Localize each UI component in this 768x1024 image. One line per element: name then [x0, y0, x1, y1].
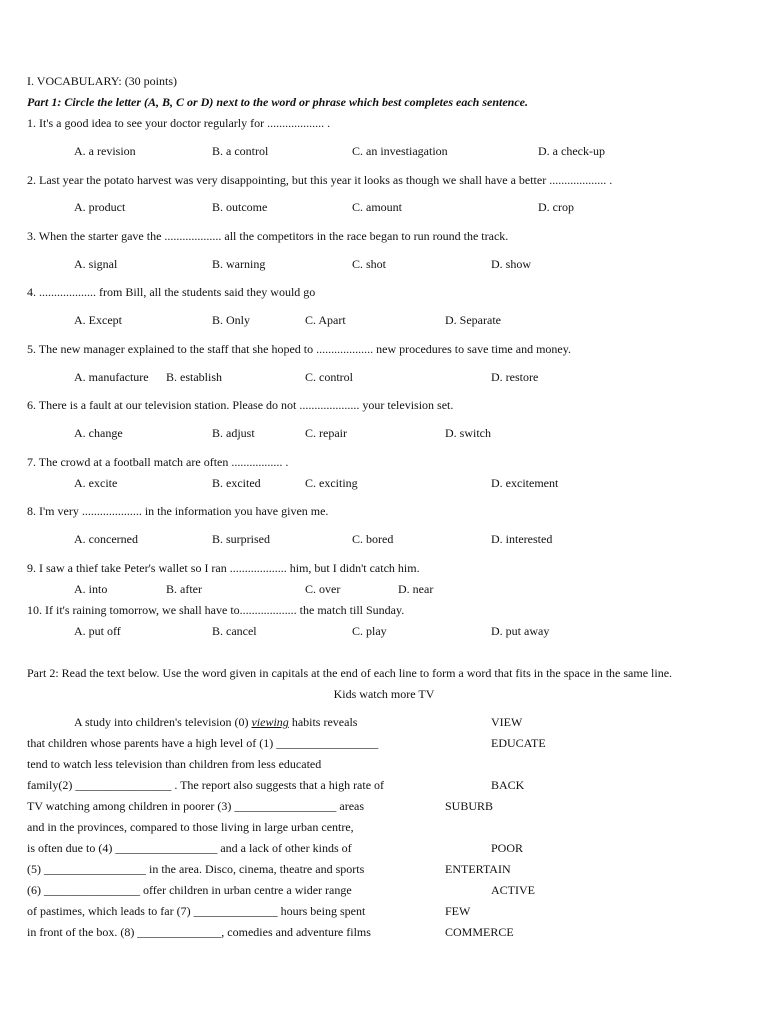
question-3-option-d[interactable]: D. show — [491, 257, 532, 271]
question-3-text: 3. When the starter gave the ................... all the competitors in the race began to run round the track. — [27, 229, 509, 243]
question-4-option-c[interactable]: C. Apart — [305, 313, 346, 327]
question-8-option-b[interactable]: B. surprised — [212, 532, 270, 546]
question-9-option-c[interactable]: C. over — [305, 582, 341, 596]
question-3-option-c[interactable]: C. shot — [352, 257, 387, 271]
passage-line-9: of pastimes, which leads to far (7) ______________ hours being spent — [27, 904, 366, 918]
passage-line-10: in front of the box. (8) ______________, comedies and adventure films — [27, 925, 371, 939]
question-8-option-a[interactable]: A. concerned — [74, 532, 138, 546]
part1-instruction: Part 1: Circle the letter (A, B, C or D) next to the word or phrase which best completes each sentence. — [27, 95, 528, 109]
passage-line-1: that children whose parents have a high level of (1) _________________ — [27, 736, 379, 750]
question-9-option-a[interactable]: A. into — [74, 582, 108, 596]
passage-line-3: family(2) ________________ . The report also suggests that a high rate of — [27, 778, 385, 792]
question-3-option-a[interactable]: A. signal — [74, 257, 118, 271]
passage-key-word-1: EDUCATE — [491, 736, 546, 750]
question-7-option-c[interactable]: C. exciting — [305, 476, 358, 490]
passage-line-5: and in the provinces, compared to those living in large urban centre, — [27, 820, 354, 834]
question-4-option-a[interactable]: A. Except — [74, 313, 122, 327]
passage-line-7: (5) _________________ in the area. Disco, cinema, theatre and sports — [27, 862, 365, 876]
question-10-option-c[interactable]: C. play — [352, 624, 387, 638]
question-8-option-c[interactable]: C. bored — [352, 532, 394, 546]
question-2-option-c[interactable]: C. amount — [352, 200, 402, 214]
question-7-option-d[interactable]: D. excitement — [491, 476, 559, 490]
question-1-option-d[interactable]: D. a check-up — [538, 144, 605, 158]
question-10-option-a[interactable]: A. put off — [74, 624, 121, 638]
question-8-option-d[interactable]: D. interested — [491, 532, 553, 546]
passage-key-word-0: VIEW — [491, 715, 523, 729]
passage-key-word-3: BACK — [491, 778, 525, 792]
question-6-option-b[interactable]: B. adjust — [212, 426, 255, 440]
question-10-text: 10. If it's raining tomorrow, we shall have to................... the match till Sunday. — [27, 603, 405, 617]
question-1-text: 1. It's a good idea to see your doctor regularly for ................... . — [27, 116, 331, 130]
question-5-text: 5. The new manager explained to the staff that she hoped to ................... new procedures to save time and money. — [27, 342, 571, 356]
question-8-text: 8. I'm very .................... in the information you have given me. — [27, 504, 329, 518]
question-2-option-d[interactable]: D. crop — [538, 200, 574, 214]
section-title: I. VOCABULARY: (30 points) — [27, 74, 178, 88]
question-2-text: 2. Last year the potato harvest was very disappointing, but this year it looks as though we shall have a better ................... . — [27, 173, 613, 187]
question-1-option-c[interactable]: C. an investiagation — [352, 144, 448, 158]
passage-key-word-9: FEW — [445, 904, 471, 918]
question-5-option-d[interactable]: D. restore — [491, 370, 539, 384]
passage-line-4: TV watching among children in poorer (3) _________________ areas — [27, 799, 365, 813]
question-7-option-b[interactable]: B. excited — [212, 476, 261, 490]
part2-instruction: Part 2: Read the text below. Use the word given in capitals at the end of each line to form a word that fits in the space in the same line. — [27, 666, 673, 680]
question-5-option-c[interactable]: C. control — [305, 370, 353, 384]
question-9-option-b[interactable]: B. after — [166, 582, 202, 596]
question-4-text: 4. ................... from Bill, all the students said they would go — [27, 285, 316, 299]
passage-line-0: A study into children's television (0) viewing habits reveals — [74, 715, 358, 729]
passage-line-6: is often due to (4) _________________ and a lack of other kinds of — [27, 841, 352, 855]
question-3-option-b[interactable]: B. warning — [212, 257, 266, 271]
passage-line-2: tend to watch less television than children from less educated — [27, 757, 322, 771]
question-2-option-b[interactable]: B. outcome — [212, 200, 268, 214]
question-9-text: 9. I saw a thief take Peter's wallet so I ran ................... him, but I didn't catch him. — [27, 561, 420, 575]
question-10-option-b[interactable]: B. cancel — [212, 624, 257, 638]
passage-line-8: (6) ________________ offer children in urban centre a wider range — [27, 883, 352, 897]
question-5-option-a[interactable]: A. manufacture — [74, 370, 149, 384]
passage-key-word-8: ACTIVE — [491, 883, 535, 897]
part2-title: Kids watch more TV — [333, 687, 435, 701]
question-6-option-a[interactable]: A. change — [74, 426, 123, 440]
question-7-option-a[interactable]: A. excite — [74, 476, 118, 490]
question-5-option-b[interactable]: B. establish — [166, 370, 222, 384]
passage-key-word-7: ENTERTAIN — [445, 862, 511, 876]
question-6-option-c[interactable]: C. repair — [305, 426, 347, 440]
question-1-option-a[interactable]: A. a revision — [74, 144, 136, 158]
question-1-option-b[interactable]: B. a control — [212, 144, 269, 158]
question-9-option-d[interactable]: D. near — [398, 582, 434, 596]
example-answer: viewing — [251, 715, 289, 729]
question-4-option-d[interactable]: D. Separate — [445, 313, 501, 327]
question-10-option-d[interactable]: D. put away — [491, 624, 550, 638]
question-2-option-a[interactable]: A. product — [74, 200, 126, 214]
question-6-text: 6. There is a fault at our television station. Please do not .................... your television set. — [27, 398, 454, 412]
question-6-option-d[interactable]: D. switch — [445, 426, 491, 440]
question-4-option-b[interactable]: B. Only — [212, 313, 251, 327]
passage-key-word-4: SUBURB — [445, 799, 494, 813]
passage-key-word-10: COMMERCE — [445, 925, 514, 939]
passage-key-word-6: POOR — [491, 841, 524, 855]
question-7-text: 7. The crowd at a football match are often ................. . — [27, 455, 289, 469]
